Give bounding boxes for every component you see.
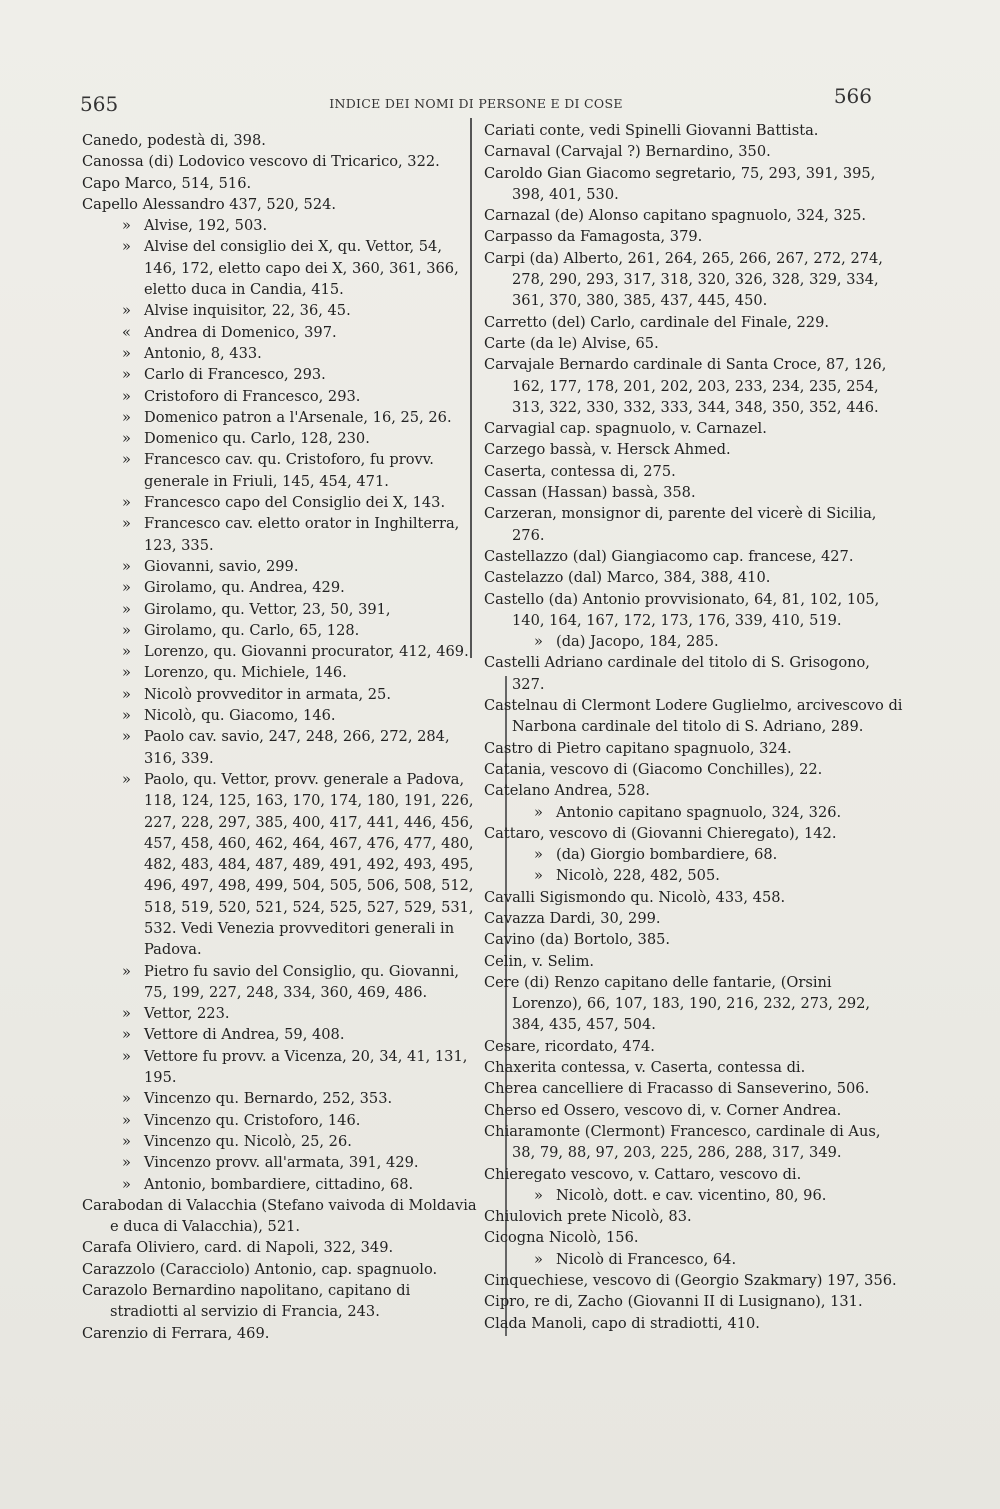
index-entry (484, 1313, 904, 1334)
index-entry (484, 461, 904, 482)
index-entry-text: Paolo, qu. Vettor, provv. generale a Padova, 118, 124, 125, 163, 170, 174, 180, 191, 226, 227, 228, 297, 385, 400, 417, 441, 446, 456, 457, 458, 460, 462, 464, 467, 476, 477, 480, 482, 483, 484, 487, 489, 491, 492, 493, 495, 496, 497, 498, 499, 504, 505, 506, 508, 512, 518, 519, 520, 521, 524, 525, 527, 529, 531, 532. Vedi Venezia provveditori generali in Padova. (144, 770, 474, 959)
ditto-mark: » (122, 494, 131, 512)
index-entry (82, 194, 477, 215)
index-entry (82, 513, 477, 556)
index-entry (82, 407, 477, 428)
index-entry (484, 546, 904, 567)
index-entry (82, 620, 477, 641)
index-entry (82, 769, 477, 961)
index-entry (484, 354, 904, 418)
index-entry-text: Chiaramonte (Clermont) Francesco, cardinale di Aus, 38, 79, 88, 97, 203, 225, 286, 288, 317, 349. (484, 1122, 881, 1162)
index-entry-text: Girolamo, qu. Carlo, 65, 128. (144, 621, 360, 639)
ditto-mark: » (122, 685, 131, 703)
index-entry-text: Chieregato vescovo, v. Cattaro, vescovo di. (484, 1165, 802, 1183)
index-entry (82, 449, 477, 492)
index-entry (484, 163, 904, 206)
ditto-mark: » (122, 643, 131, 661)
ditto-mark: » (122, 430, 131, 448)
index-entry-text: (da) Jacopo, 184, 285. (556, 633, 719, 651)
index-entry (82, 428, 477, 449)
index-entry-text: Vettore di Andrea, 59, 408. (144, 1026, 345, 1044)
ditto-mark: » (122, 557, 131, 575)
index-entry (484, 439, 904, 460)
index-entry (484, 1291, 904, 1312)
ditto-mark: » (122, 962, 131, 980)
index-entry-text: Carretto (del) Carlo, cardinale del Finale, 229. (484, 313, 830, 331)
index-entry-text: Cicogna Nicolò, 156. (484, 1229, 639, 1247)
index-entry (484, 865, 904, 886)
index-entry-text: Alvise inquisitor, 22, 36, 45. (144, 302, 351, 320)
index-entry-text: Nicolò provveditor in armata, 25. (144, 685, 391, 703)
ditto-mark: » (534, 867, 543, 885)
index-entry-text: Castello (da) Antonio provvisionato, 64, 81, 102, 105, 140, 164, 167, 172, 173, 176, 339, 410, 519. (484, 590, 880, 629)
index-entry-text: Carafa Oliviero, card. di Napoli, 322, 349. (82, 1239, 394, 1257)
index-entry-text: Cattaro, vescovo di (Giovanni Chieregato), 142. (484, 824, 837, 842)
index-entry-text: Nicolò di Francesco, 64. (556, 1250, 737, 1268)
index-entry-text: Alvise del consiglio dei X, qu. Vettor, 54, 146, 172, eletto capo dei X, 360, 361, 366, eletto duca in Candia, 415. (144, 238, 459, 299)
ditto-mark: » (122, 344, 131, 362)
index-entry (82, 1046, 477, 1089)
index-entry-text: Cesare, ricordato, 474. (484, 1037, 655, 1055)
ditto-mark: » (122, 302, 131, 320)
ditto-mark: » (122, 515, 131, 533)
index-entry-text: Cipro, re di, Zacho (Giovanni II di Lusignano), 131. (484, 1293, 863, 1311)
ditto-mark: » (122, 238, 131, 256)
index-entry (82, 684, 477, 705)
index-entry-text: Vincenzo provv. all'armata, 391, 429. (144, 1154, 419, 1172)
index-entry-text: Chiulovich prete Nicolò, 83. (484, 1208, 692, 1226)
index-entry-text: Canossa (di) Lodovico vescovo di Tricarico, 322. (82, 153, 440, 171)
ditto-mark: » (534, 803, 543, 821)
index-entry (484, 1206, 904, 1227)
ditto-mark: » (122, 1005, 131, 1023)
index-entry (484, 1121, 904, 1164)
ditto-mark: » (122, 1175, 131, 1193)
ditto-mark: » (534, 633, 543, 651)
index-entry-text: Cariati conte, vedi Spinelli Giovanni Battista. (484, 122, 819, 139)
index-entry-text: Nicolò, dott. e cav. vicentino, 80, 96. (556, 1186, 827, 1204)
index-entry-text: Caroldo Gian Giacomo segretario, 75, 293, 391, 395, 398, 401, 530. (484, 164, 876, 203)
index-entry (82, 1323, 477, 1344)
index-entry (82, 599, 477, 620)
ditto-mark: » (122, 1047, 131, 1065)
index-entry (82, 662, 477, 683)
index-entry (484, 759, 904, 780)
index-entry-text: Vincenzo qu. Bernardo, 252, 353. (144, 1090, 393, 1108)
index-entry (484, 1078, 904, 1099)
ditto-mark: » (122, 1090, 131, 1108)
index-entry (82, 1088, 477, 1109)
ditto-mark: » (534, 846, 543, 864)
ditto-mark: « (122, 323, 131, 341)
index-entry (82, 705, 477, 726)
index-entry (484, 887, 904, 908)
index-entry (484, 205, 904, 226)
index-entry (484, 1270, 904, 1291)
index-entry-text: Andrea di Domenico, 397. (144, 323, 337, 341)
index-entry-text: Carazolo Bernardino napolitano, capitano di stradiotti al servizio di Francia, 243. (82, 1282, 411, 1321)
ditto-mark: » (122, 728, 131, 746)
ditto-mark: » (122, 664, 131, 682)
index-column-left (82, 130, 477, 1344)
index-entry-text: Nicolò, qu. Giacomo, 146. (144, 707, 336, 725)
index-entry (484, 972, 904, 1036)
index-entry-text: Carnazal (de) Alonso capitano spagnuolo, 324, 325. (484, 207, 867, 225)
index-entry (484, 652, 904, 695)
index-entry (484, 226, 904, 247)
index-entry-text: Carazzolo (Caracciolo) Antonio, cap. spagnuolo. (82, 1260, 438, 1278)
index-entry (82, 300, 477, 321)
page-number-left: 565 (80, 92, 119, 116)
ditto-mark: » (122, 366, 131, 384)
ditto-mark: » (122, 1132, 131, 1150)
index-entry (484, 312, 904, 333)
index-entry (484, 738, 904, 759)
ditto-mark: » (122, 1154, 131, 1172)
index-entry-text: Cassan (Hassan) bassà, 358. (484, 484, 696, 502)
index-entry-text: Domenico qu. Carlo, 128, 230. (144, 430, 370, 448)
index-entry (82, 1131, 477, 1152)
index-entry (484, 589, 904, 632)
ditto-mark: » (122, 770, 131, 788)
index-entry (484, 1057, 904, 1078)
index-entry (82, 1003, 477, 1024)
index-entry-text: Carzeran, monsignor di, parente del vicerè di Sicilia, 276. (484, 505, 877, 544)
index-entry (484, 1249, 904, 1270)
index-entry-text: Capello Alessandro 437, 520, 524. (82, 195, 337, 213)
index-entry-text: Nicolò, 228, 482, 505. (556, 867, 720, 885)
index-entry (82, 1195, 477, 1238)
index-entry (82, 151, 477, 172)
index-entry-text: Pietro fu savio del Consiglio, qu. Giovanni, 75, 199, 227, 248, 334, 360, 469, 486. (144, 962, 460, 1001)
index-entry-text: Carte (da le) Alvise, 65. (484, 334, 659, 352)
ditto-mark: » (534, 1250, 543, 1268)
ditto-mark: » (122, 1111, 131, 1129)
index-entry-text: Castelnau di Clermont Lodere Guglielmo, arcivescovo di Narbona cardinale del titolo di S. Adriano, 289. (484, 697, 903, 736)
index-entry-text: Capo Marco, 514, 516. (82, 174, 252, 192)
index-entry-text: Cavazza Dardi, 30, 299. (484, 909, 661, 927)
index-entry-text: Catelano Andrea, 528. (484, 782, 650, 800)
index-entry (484, 695, 904, 738)
index-entry (484, 418, 904, 439)
ditto-mark: » (122, 579, 131, 597)
index-entry-text: Antonio, bombardiere, cittadino, 68. (144, 1175, 414, 1193)
index-entry-text: Catania, vescovo di (Giacomo Conchilles), 22. (484, 760, 823, 778)
index-entry-text: Vettor, 223. (144, 1005, 230, 1023)
index-entry-text: (da) Giorgio bombardiere, 68. (556, 846, 778, 864)
index-entry-text: Cavalli Sigismondo qu. Nicolò, 433, 458. (484, 888, 786, 906)
index-entry (82, 322, 477, 343)
index-entry-text: Girolamo, qu. Vettor, 23, 50, 391, (144, 600, 391, 618)
ditto-mark: » (534, 1186, 543, 1204)
index-entry (82, 556, 477, 577)
index-entry-text: Lorenzo, qu. Michiele, 146. (144, 664, 347, 682)
index-entry-text: Francesco cav. eletto orator in Inghilterra, 123, 335. (144, 515, 460, 554)
index-entry (82, 215, 477, 236)
index-entry (484, 1036, 904, 1057)
index-entry (484, 333, 904, 354)
ditto-mark: » (122, 621, 131, 639)
index-entry-text: Caserta, contessa di, 275. (484, 462, 676, 480)
index-entry (82, 343, 477, 364)
index-entry-text: Cherso ed Ossero, vescovo di, v. Corner Andrea. (484, 1101, 842, 1119)
index-entry (82, 1280, 477, 1323)
index-entry-text: Carnaval (Carvajal ?) Bernardino, 350. (484, 143, 771, 161)
page-header (80, 84, 872, 124)
index-entry (82, 236, 477, 300)
index-entry (82, 1259, 477, 1280)
index-entry (82, 577, 477, 598)
index-entry-text: Cristoforo di Francesco, 293. (144, 387, 361, 405)
index-entry-text: Antonio capitano spagnuolo, 324, 326. (556, 803, 842, 821)
index-entry (82, 1237, 477, 1258)
index-entry (484, 482, 904, 503)
ditto-mark: » (122, 1026, 131, 1044)
index-entry-text: Paolo cav. savio, 247, 248, 266, 272, 284, 316, 339. (144, 728, 450, 767)
index-entry (82, 641, 477, 662)
index-entry-text: Antonio, 8, 433. (144, 344, 262, 362)
index-entry-text: Castelazzo (dal) Marco, 384, 388, 410. (484, 569, 771, 587)
ditto-mark: » (122, 707, 131, 725)
index-entry-text: Chaxerita contessa, v. Caserta, contessa di. (484, 1059, 806, 1077)
index-entry-text: Carpasso da Famagosta, 379. (484, 228, 703, 246)
index-entry-text: Cere (di) Renzo capitano delle fantarie, (Orsini Lorenzo), 66, 107, 183, 190, 216, 232, 273, 292, 384, 435, 457, 504. (484, 973, 871, 1034)
index-entry (484, 823, 904, 844)
index-entry-text: Castelli Adriano cardinale del titolo di S. Grisogono, 327. (484, 654, 870, 693)
index-entry-text: Domenico patron a l'Arsenale, 16, 25, 26. (144, 408, 452, 426)
index-entry (484, 1185, 904, 1206)
index-entry (484, 951, 904, 972)
index-entry (484, 844, 904, 865)
index-entry (484, 1227, 904, 1248)
index-entry (82, 726, 477, 769)
index-entry (82, 364, 477, 385)
page-number-right: 566 (833, 84, 872, 108)
index-entry-text: Vettore fu provv. a Vicenza, 20, 34, 41, 131, 195. (144, 1047, 468, 1087)
index-entry-text: Celin, v. Selim. (484, 952, 595, 970)
index-entry (484, 567, 904, 588)
index-entry-text: Lorenzo, qu. Giovanni procurator, 412, 469. (144, 643, 469, 661)
index-entry (484, 120, 904, 141)
index-entry (484, 802, 904, 823)
ditto-mark: » (122, 451, 131, 469)
index-entry (82, 130, 477, 151)
index-entry-text: Cherea cancelliere di Fracasso di Sanseverino, 506. (484, 1080, 870, 1098)
index-entry-text: Carvagial cap. spagnuolo, v. Carnazel. (484, 420, 767, 438)
index-column-right (484, 120, 904, 1334)
index-entry (484, 908, 904, 929)
index-entry (484, 631, 904, 652)
index-entry-text: Carabodan di Valacchia (Stefano vaivoda di Moldavia e duca di Valacchia), 521. (82, 1196, 477, 1236)
index-entry (82, 386, 477, 407)
index-entry-text: Castellazzo (dal) Giangiacomo cap. francese, 427. (484, 547, 854, 565)
index-entry (82, 961, 477, 1004)
index-entry-text: Carlo di Francesco, 293. (144, 366, 326, 384)
ditto-mark: » (122, 217, 131, 235)
ditto-mark: » (122, 408, 131, 426)
index-entry-text: Carpi (da) Alberto, 261, 264, 265, 266, 267, 272, 274, 278, 290, 293, 317, 318, 320, 326, 328, 329, 334, 361, 370, 380, 385, 437, 445, 450. (484, 249, 883, 310)
running-title: INDICE DEI NOMI DI PERSONE E DI COSE (329, 96, 623, 111)
index-entry (82, 492, 477, 513)
index-entry (82, 1024, 477, 1045)
index-entry (484, 929, 904, 950)
index-entry-text: Carenzio di Ferrara, 469. (82, 1324, 270, 1342)
index-entry (484, 248, 904, 312)
index-entry-text: Carvajale Bernardo cardinale di Santa Croce, 87, 126, 162, 177, 178, 201, 202, 203, 233, 234, 235, 254, 313, 322, 330, 332, 333, 344, 348, 350, 352, 446. (484, 356, 887, 416)
index-entry-text: Carzego bassà, v. Hersck Ahmed. (484, 441, 731, 459)
index-entry-text: Clada Manoli, capo di stradiotti, 410. (484, 1314, 760, 1332)
index-entry-text: Alvise, 192, 503. (144, 217, 268, 235)
index-entry (82, 1110, 477, 1131)
ditto-mark: » (122, 387, 131, 405)
index-entry-text: Cinquechiese, vescovo di (Georgio Szakmary) 197, 356. (484, 1272, 897, 1290)
index-entry-text: Cavino (da) Bortolo, 385. (484, 931, 671, 949)
index-entry (484, 780, 904, 801)
index-entry (484, 141, 904, 162)
ditto-mark: » (122, 600, 131, 618)
index-entry (82, 173, 477, 194)
index-entry (484, 1100, 904, 1121)
index-entry (484, 1164, 904, 1185)
index-entry-text: Giovanni, savio, 299. (144, 557, 299, 575)
index-entry-text: Vincenzo qu. Nicolò, 25, 26. (144, 1132, 352, 1150)
index-entry (82, 1174, 477, 1195)
index-entry-text: Canedo, podestà di, 398. (82, 132, 266, 149)
index-entry-text: Vincenzo qu. Cristoforo, 146. (144, 1111, 361, 1129)
index-entry-text: Girolamo, qu. Andrea, 429. (144, 579, 345, 597)
index-entry (484, 503, 904, 546)
index-entry-text: Francesco capo del Consiglio dei X, 143. (144, 494, 446, 512)
index-entry (82, 1152, 477, 1173)
index-entry-text: Castro di Pietro capitano spagnuolo, 324. (484, 739, 792, 757)
index-entry-text: Francesco cav. qu. Cristoforo, fu provv. generale in Friuli, 145, 454, 471. (144, 451, 434, 490)
